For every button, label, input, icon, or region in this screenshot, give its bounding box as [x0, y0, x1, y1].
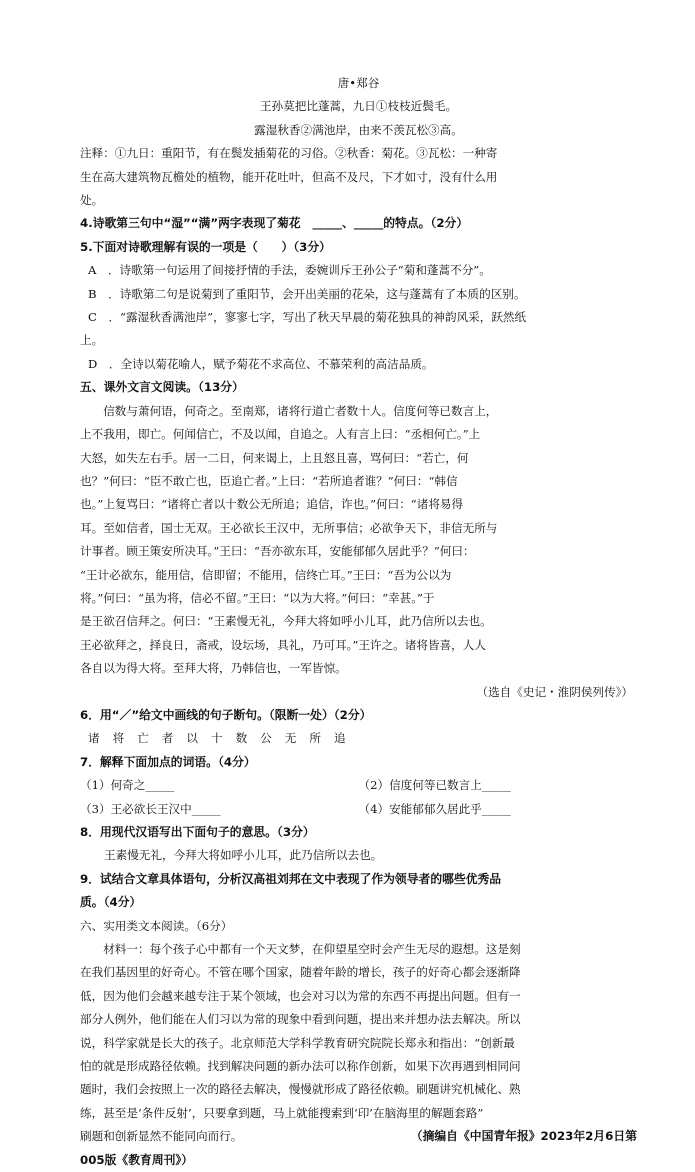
passage-line: 是王欲召信拜之。何曰：“王素慢无礼，今拜大将如呼小儿耳，此乃信所以去也。	[80, 614, 492, 629]
question-5-option-d: D ．全诗以菊花喻人，赋予菊花不求高位、不慕荣利的高洁品质。	[88, 356, 434, 371]
question-7-item-4: （4）安能郁郁久居此乎_____	[358, 801, 511, 816]
material-line: 题时，我们会按照上一次的路径去解决，慢慢就形成了路径依赖。刷题讲究机械化、熟	[80, 1082, 521, 1097]
question-9-line-2: 质。（4分）	[80, 895, 142, 910]
question-7-row-1	[80, 774, 637, 797]
question-8-sentence: 王素慢无礼，今拜大将如呼小儿耳，此乃信所以去也。	[104, 848, 383, 863]
material-line: 怕的就是形成路径依赖。找到解决问题的新办法可以称作创新，如果下次再遇到相同问	[80, 1059, 521, 1074]
poem-line-2: 露湿秋香②满池岸，由来不羡瓦松③高。	[254, 122, 463, 137]
section-6-heading: 六、实用类文本阅读。（6分）	[80, 918, 233, 933]
material-last-line	[80, 1125, 637, 1148]
poem-note-2: 生在高大建筑物瓦檐处的植物，能开花吐叶，但高不及尺，下才如寸，没有什么用	[80, 169, 498, 184]
passage-line: 大怒，如失左右手。居一二日，何来谒上，上且怒且喜，骂何曰：“若亡，何	[80, 450, 469, 465]
passage-source: （选自《史记・淮阴侯列传》）	[476, 684, 633, 699]
question-6-sentence: 诸将亡者以十数公无所追	[88, 731, 359, 746]
question-7-item-1: （1）何奇之_____	[80, 778, 175, 793]
material-line: 低，因为他们会越来越专注于某个领域，也会对习以为常的东西不再提出问题。但有一	[80, 988, 521, 1003]
material-line: 说，科学家就是长大的孩子。北京师范大学科学教育研究院院长郑永和指出：“创新最	[80, 1035, 515, 1050]
question-5-stem: 5.下面对诗歌理解有误的一项是（ ）（3分）	[80, 239, 331, 254]
poem-line-1: 王孙莫把比蓬蒿，九日①枝枝近鬓毛。	[259, 99, 458, 114]
question-5-option-a: A ．诗歌第一句运用了间接抒情的手法，委婉训斥王孙公子“菊和蓬蒿不分”。	[88, 263, 491, 278]
question-7-item-2: （2）信度何等已数言上_____	[358, 778, 511, 793]
question-9-line-1: 9．试结合文章具体语句，分析汉高祖刘邦在文中表现了作为领导者的哪些优秀品	[80, 871, 502, 886]
question-7-row-2	[80, 798, 637, 821]
question-6-stem: 6．用“／”给文中画线的句子断句。（限断一处）（2分）	[80, 707, 372, 722]
poem-note-1: 注释：①九日：重阳节，有在鬓发插菊花的习俗。②秋香：菊花。③瓦松：一种寄	[80, 146, 498, 161]
question-7-stem: 7．解释下面加点的词语。（4分）	[80, 754, 256, 769]
passage-line: 计事者。顾王策安所决耳。”王曰：“吾亦欲东耳，安能郁郁久居此乎？”何曰：	[80, 544, 475, 559]
passage-line: 信数与萧何语，何奇之。至南郑，诸将行道亡者数十人。信度何等已数言上，	[80, 403, 498, 418]
passage-line: 上不我用，即亡。何闻信亡，不及以闻，自追之。人有言上曰：“丞相何亡。”上	[80, 427, 481, 442]
material-line: 刷题和创新显然不能同向而行。	[80, 1129, 243, 1144]
passage-line: 各自以为得大将。至拜大将，乃韩信也，一军皆惊。	[80, 661, 347, 676]
material-line: 部分人例外，他们能在人们习以为常的现象中看到问题，提出来并想办法去解决。所以	[80, 1012, 521, 1027]
question-8-stem: 8．用现代汉语写出下面句子的意思。（3分）	[80, 825, 315, 839]
poem-author: 唐•郑谷	[337, 76, 380, 90]
poem-note-3: 处。	[80, 193, 104, 208]
passage-line: 将。”何曰：“虽为将，信必不留。”王曰：“以为大将。”何曰：“幸甚。”于	[80, 590, 435, 605]
material-line: 在我们基因里的好奇心。不管在哪个国家，随着年龄的增长，孩子的好奇心都会逐渐降	[80, 965, 521, 980]
question-5-option-c-1: C ．“露湿秋香满池岸”，寥寥七字，写出了秋天早晨的菊花独具的神韵风采，跃然纸	[88, 310, 527, 325]
question-5-option-c-2: 上。	[80, 333, 104, 348]
material-line: 材料一：每个孩子心中都有一个天文梦，在仰望星空时会产生无尽的遐想。这是刻	[80, 942, 521, 957]
section-5-heading: 五、课外文言文阅读。（13分）	[80, 380, 244, 395]
question-4: 4.诗歌第三句中“湿”“满”两字表现了菊花 _____、_____的特点。（2分）	[80, 216, 469, 231]
material-passage	[80, 938, 637, 1149]
passage-line: “王计必欲东，能用信，信即留；不能用，信终亡耳。”王曰：“吾为公以为	[80, 567, 452, 582]
passage-line: 耳。至如信者，国士无双。王必欲长王汉中，无所事信；必欲争天下，非信无所与	[80, 520, 498, 535]
material-line: 练，甚至是‘条件反射’，只要拿到题，马上就能搜索到‘印’在脑海里的解题套路”	[80, 1105, 484, 1120]
classical-passage	[80, 400, 637, 681]
material-source-2: 005版《教育周刊》）	[80, 1152, 194, 1167]
passage-line: 也。”上复骂曰：“诸将亡者以十数公无所追；追信，诈也。”何曰：“诸将易得	[80, 497, 464, 512]
material-source-1: （摘编自《中国青年报》2023年2月6日第	[410, 1129, 637, 1144]
question-5-option-b: B ．诗歌第二句是说菊到了重阳节，会开出美丽的花朵，这与蓬蒿有了本质的区别。	[88, 286, 526, 301]
passage-line: 也？”何曰：“臣不敢亡也，臣追亡者。”上曰：“若所追者谁？”何曰：“韩信	[80, 473, 458, 488]
passage-line: 王必欲拜之，择良日，斋戒，设坛场，具礼，乃可耳。”王许之。诸将皆喜，人人	[80, 637, 486, 652]
question-7-item-3: （3）王必欲长王汉中_____	[80, 801, 221, 816]
